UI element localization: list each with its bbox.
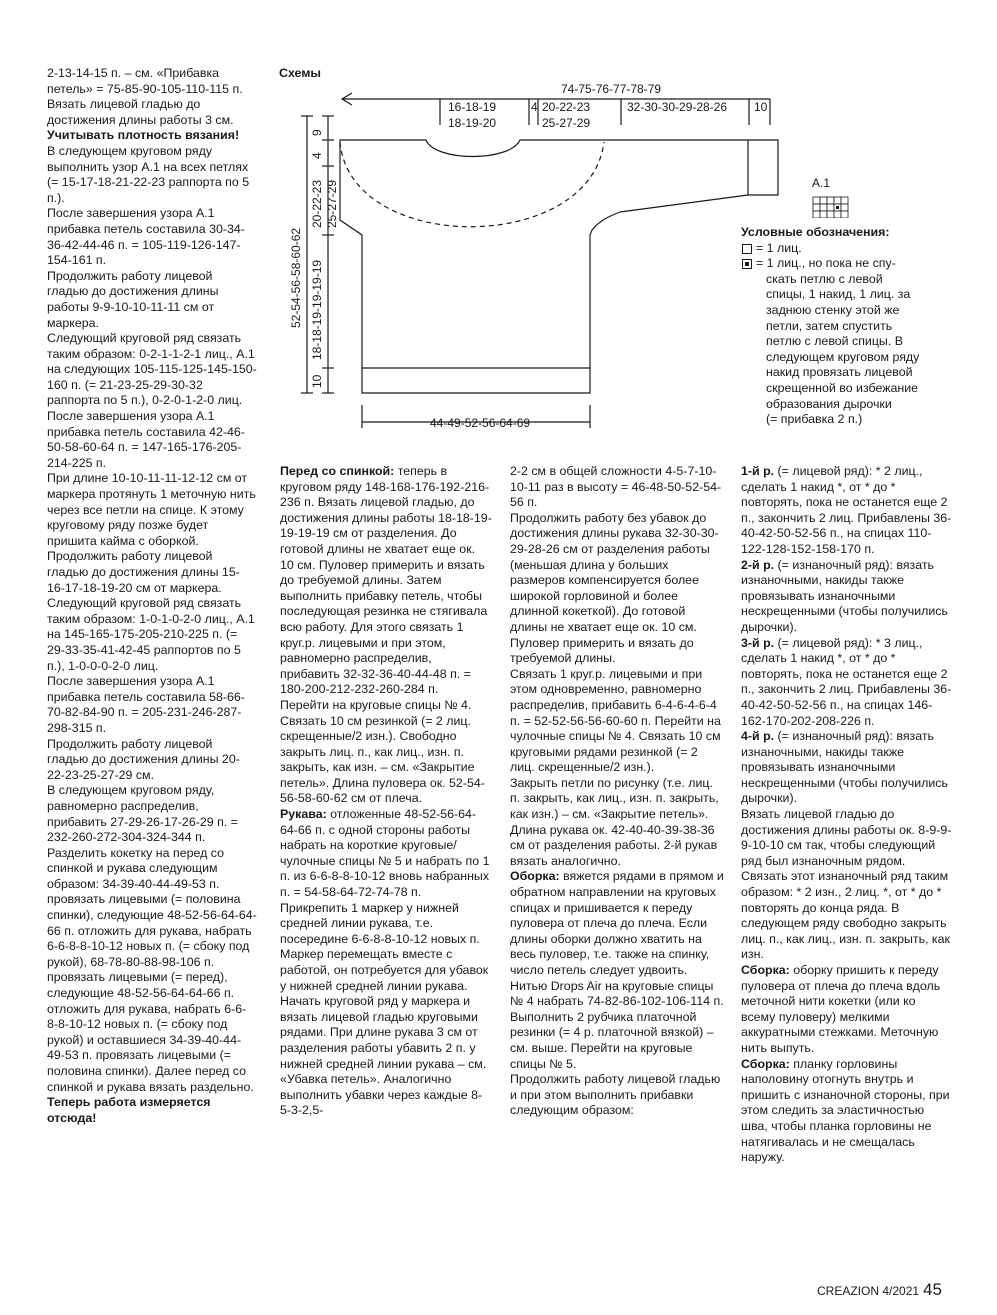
legend-text: накид провязать лицевой — [766, 365, 913, 380]
dim-neck-4: 4 — [310, 152, 324, 159]
paragraph: вяжется рядами в прямом и обратном направлении на круговых спицах и пришивается к переду пуловера от плеча до плеча. Если длины оборки должно хватить на весь пуловер, т.е. также на спинку, число петель следует удвоить. Нитью Drops Air на круговые спицы № 4 набрать 74-82-86-102-106-114 п. Выполнить 2 рубчика платочной резинки (= 4 р. платочной вязкой) – см. выше. Перейти на круговые спицы № 5. — [510, 869, 724, 1071]
legend-text: = 1 лиц., но пока не спу- — [756, 256, 896, 271]
section-heading: Сборка: — [741, 1056, 790, 1071]
row-heading: 1-й р. — [741, 464, 775, 478]
paragraph: Закрыть петли по рисунку (т.е. лиц. п. закрыть, как лиц., изн. п. закрыть, как изн.) – см. «Закрытие петель». Длина рукава ок. 42-40-40-39-38-36 см от разделения работы. 2-й рукав вязать аналогично. — [510, 775, 719, 868]
chart-a1-cell — [827, 211, 834, 218]
chart-a1-cell — [820, 197, 827, 204]
section-heading: Оборка: — [510, 869, 560, 884]
dim-yoke-width-2: 25-27-29 — [542, 116, 591, 130]
paragraph: (= лицевой ряд): * 2 лиц., сделать 1 накид *, от * до * повторять, пока не останется еще 2 п., закончить 2 лиц. Прибавлены 36-40-42-50-52-56 п., на спицах 110-122-128-152-158-170 п. — [741, 464, 952, 556]
dim-total-length: 52-54-56-58-60-62 — [289, 227, 303, 328]
section-heading: Рукава: — [280, 807, 327, 822]
text-column-3 — [510, 464, 724, 1119]
chart-a1-grid — [812, 196, 882, 218]
paragraph: планку горловины наполовину отогнуть внутрь и пришить с изнаночной стороны, при этом следить за эластичностью шва, чтобы планка горловины не натягивалась и не смещалась наружу. — [741, 1056, 950, 1165]
legend-text: скрещенной во избежание — [766, 380, 919, 395]
paragraph: оборку пришить к переду пуловера от плеча до плеча вдоль меточной нити кокетки (или ко всему пуловеру) мелкими аккуратными стежками. Меточную нить выпуть. — [741, 963, 941, 1055]
legend-text: спицы, 1 накид, 1 лиц. за — [766, 287, 911, 302]
bold-note: Учитывать плотность вязания! — [47, 128, 240, 143]
schema-title: Схемы — [279, 66, 322, 80]
magazine-issue: CREAZION 4/2021 — [817, 1284, 920, 1298]
paragraph: При длине 10-10-11-11-12-12 см от маркера протянуть 1 меточную нить через все петли на спице. К этому круговому ряду позже будет пришита кайма с оборкой. — [47, 471, 256, 548]
page-footer — [817, 1280, 942, 1300]
paragraph: Следующий круговой ряд связать таким образом: 0-2-1-1-2-1 лиц., A.1 на следующих 105-115-125-145-150-160 п. (= 21-23-25-29-30-32 раппорта по 5 п.), 0-2-0-1-2-0 лиц. — [47, 331, 257, 408]
paragraph: (= лицевой ряд): * 3 лиц., сделать 1 накид *, от * до * повторять, пока не останется еще 2 п., закончить 2 лиц. Прибавлены 36-40-42-50-52-56 п., на спицах 146-162-170-202-208-226 п. — [741, 635, 952, 728]
sweater-outline — [340, 140, 778, 393]
dim-yoke-width-1: 20-22-23 — [542, 100, 591, 114]
paragraph: Разделить кокетку на перед со спинкой и рукава следующим образом: 34-39-40-44-49-53 п. провязать лицевыми (= половина спинки), следующие 48-52-56-64-64-66 п. отложить для рукава, набрать 6-6-8-8-10-12 новых п. (= сбоку под рукой), 68-78-80-88-98-106 п. провязать лицевыми (= перед), следующие 48-52-56-64-64-66 п. отложить для рукава, набрать 6-6-8-8-10-12 новых п. (= сбоку под рукой) и оставшиеся 34-39-40-44-49-53 п. провязать лицевыми (= половина спинки). Далее перед со спинкой и рукава вязать раздельно. — [47, 845, 257, 1094]
chart-a1-cell — [813, 197, 820, 204]
chart-a1-cell — [834, 197, 841, 204]
paragraph: Прикрепить 1 маркер у нижней средней линии рукава, т.е. посередине 6-6-8-8-10-12 новых п. Маркер перемещать вместе с работой, он потребуется для убавок у нижней средней линии рукава. — [280, 900, 489, 993]
chart-a1-cell — [820, 211, 827, 218]
row-heading: 2-й р. — [741, 557, 775, 572]
chart-a1-cell — [813, 204, 820, 211]
legend-text: петлю с левой спицы. В — [766, 334, 903, 349]
chart-a1-label: A.1 — [812, 176, 831, 190]
paragraph: В следующем круговом ряду, равномерно распределив, прибавить 27-29-26-17-26-29 п. = 232-260-272-304-324-344 п. — [47, 783, 238, 845]
dim-neck-width-2: 18-19-20 — [448, 116, 497, 130]
text-column-2 — [280, 464, 492, 1119]
paragraph: Продолжить работу лицевой гладью до достижения длины 20-22-23-25-27-29 см. — [47, 736, 240, 782]
section-heading: Перед со спинкой: — [280, 464, 395, 478]
section-heading: Сборка: — [741, 963, 790, 977]
legend-text: скать петлю с левой — [766, 271, 883, 286]
empty-square-icon — [742, 244, 752, 254]
paragraph: После завершения узора A.1 прибавка петель составила 42-46-50-58-60-64 п. = 147-165-176-205-214-225 п. — [47, 409, 245, 470]
legend-title: Условные обозначения: — [741, 225, 890, 239]
paragraph: Продолжить работу лицевой гладью до достижения длины работы 9-9-10-10-11-11 см от маркера. — [47, 268, 219, 330]
paragraph: Связать 1 круг.р. лицевыми и при этом одновременно, равномерно распределив, прибавить 6-4-6-4-6-4 п. = 52-52-56-56-60-60 п. Перейти на чулочные спицы № 4. Связать 10 см круговыми рядами резинкой (= 2 лиц. скрещенные/2 изн.). — [510, 666, 721, 775]
chart-a1-cell — [841, 197, 848, 204]
text-column-4 — [741, 464, 953, 1166]
chart-a1-cell — [827, 197, 834, 204]
bold-note: Теперь работа измеряется отсюда! — [47, 1095, 211, 1125]
legend-text: образования дырочки — [766, 396, 892, 411]
paragraph: теперь в круговом ряду 148-168-176-192-216-236 п. Вязать лицевой гладью, до достижения длины работы 18-18-19-19-19-19 см от разделения. До готовой длины не хватает еще ок. 10 см. Пуловер примерить и вязать до требуемой длины. Затем выполнить прибавку петель, чтобы последующая резинка не стягивала всю работу. Для этого связать 1 круг.р. лицевыми и при этом, равномерно распределив, прибавить 32-32-36-40-44-48 п. = 180-200-212-232-260-284 п. — [280, 464, 492, 697]
paragraph: В следующем круговом ряду выполнить узор A.1 на всех петлях (= 15-17-18-21-22-23 раппорта по 5 п.). — [47, 143, 250, 205]
paragraph: отложенные 48-52-56-64-64-66 п. с одной стороны работы набрать на короткие круговые/чулочные спицы № 5 и набрать по 1 п. из 6-6-8-8-10-12 вновь набранных п. = 54-58-64-72-74-78 п. — [280, 807, 490, 900]
legend-item-knit — [741, 241, 961, 257]
paragraph: 2-13-14-15 п. – см. «Прибавка петель» = 75-85-90-105-110-115 п. Вязать лицевой гладью до достижения длины работы 3 см. — [47, 66, 243, 127]
dim-cuff: 10 — [754, 100, 768, 114]
chart-a1-cell — [827, 204, 834, 211]
chart-a1-increase-mark — [836, 206, 839, 209]
sweater-schematic — [270, 70, 790, 440]
paragraph: После завершения узора A.1 прибавка петель составила 30-34-36-42-44-46 п. = 105-119-126-147-154-161 п. — [47, 206, 245, 268]
text-column-1 — [47, 66, 257, 1126]
dim-total-width: 74-75-76-77-78-79 — [561, 82, 662, 96]
paragraph: Начать круговой ряд у маркера и вязать лицевой гладью круговыми рядами. При длине рукава 3 см от разделения работы убавить 2 п. у нижней средней линии рукава – см. «Убавка петель». Аналогично выполнить убавки через каждые 8-5-3-2,5- — [280, 994, 487, 1118]
chart-a1-cell — [841, 204, 848, 211]
row-heading: 3-й р. — [741, 635, 775, 650]
row-heading: 4-й р. — [741, 729, 775, 744]
legend-text: петли, затем спустить — [766, 318, 893, 333]
paragraph: Продолжить работу без убавок до достижения длины рукава 32-30-30-29-28-26 см от разделения работы (меньшая длина у больших размеров компенсируется более широкой горловиной и более длинной кокеткой). До готовой длины не хватает еще ок. 10 см. Пуловер примерить и вязать до требуемой длины. — [510, 510, 719, 666]
chart-a1-cell — [834, 211, 841, 218]
paragraph: Продолжить работу лицевой гладью и при этом выполнить прибавки следующим образом: — [510, 1072, 721, 1118]
yoke-dashed-arc — [340, 142, 604, 227]
chart-a1-cell — [813, 211, 820, 218]
paragraph: (= изнаночный ряд): вязать изнаночными, накиды также провязывать изнаночными нескрещенными (чтобы получились дырочки). — [741, 557, 948, 634]
dim-body-length: 18-18-19-19-19-19 — [310, 259, 324, 360]
legend — [741, 225, 961, 428]
dim-neck-width-1: 16-18-19 — [448, 100, 497, 114]
dim-shoulder: 4 — [531, 100, 538, 114]
legend-text: заднюю стенку этой же — [766, 302, 900, 317]
dim-neck-depth: 9 — [310, 129, 324, 136]
legend-text: следующем круговом ряду — [766, 349, 920, 364]
paragraph: (= изнаночный ряд): вязать изнаночными, накиды также провязывать изнаночными нескрещенными (чтобы получились дырочки). — [741, 729, 948, 806]
paragraph: Продолжить работу лицевой гладью до достижения длины 15-16-17-18-19-20 см от маркера. Следующий круговой ряд связать таким образом: 1-0-1-0-2-0 лиц., A.1 на 145-165-175-205-210-225 п. (= 29-33-35-41-42-45 раппортов по 5 п.), 1-0-0-0-2-0 лиц. — [47, 549, 255, 673]
legend-item-increase — [741, 256, 961, 272]
dim-rib: 10 — [310, 374, 324, 388]
dim-sleeve-length: 32-30-30-29-28-26 — [627, 100, 728, 114]
chart-a1-cell — [841, 211, 848, 218]
paragraph: Перейти на круговые спицы № 4. Связать 10 см резинкой (= 2 лиц. скрещенные/2 изн.). Свободно закрыть лиц. п., как лиц., изн. п. закрыть, как изн. – см. «Закрытие петель». Длина пуловера ок. 52-54-56-58-60-62 см от плеча. — [280, 697, 485, 806]
dim-hem-width: 44-49-52-56-64-69 — [430, 416, 531, 430]
dim-yoke-height-2: 25-27-29 — [325, 179, 339, 228]
dim-yoke-height-1: 20-22-23 — [310, 179, 324, 228]
chart-a1-cell — [820, 204, 827, 211]
paragraph: 2-2 см в общей сложности 4-5-7-10-10-11 раз в высоту = 46-48-50-52-54-56 п. — [510, 464, 722, 510]
paragraph: После завершения узора A.1 прибавка петель составила 58-66-70-82-84-90 п. = 205-231-246-287-298-315 п. — [47, 674, 245, 735]
dotted-square-icon — [742, 259, 752, 269]
legend-text: (= прибавка 2 п.) — [766, 412, 863, 427]
paragraph: Вязать лицевой гладью до достижения длины работы ок. 8-9-9-9-10-10 см так, чтобы следующий ряд был изнаночным рядом. Связать этот изнаночный ряд таким образом: * 2 изн., 2 лиц. *, от * до * повторять до конца ряда. В следующем ряду свободно закрыть лиц. п., как лиц., изн. п. закрыть, как изн. — [741, 807, 952, 962]
page-number: 45 — [923, 1280, 942, 1299]
legend-text: = 1 лиц. — [756, 240, 802, 255]
